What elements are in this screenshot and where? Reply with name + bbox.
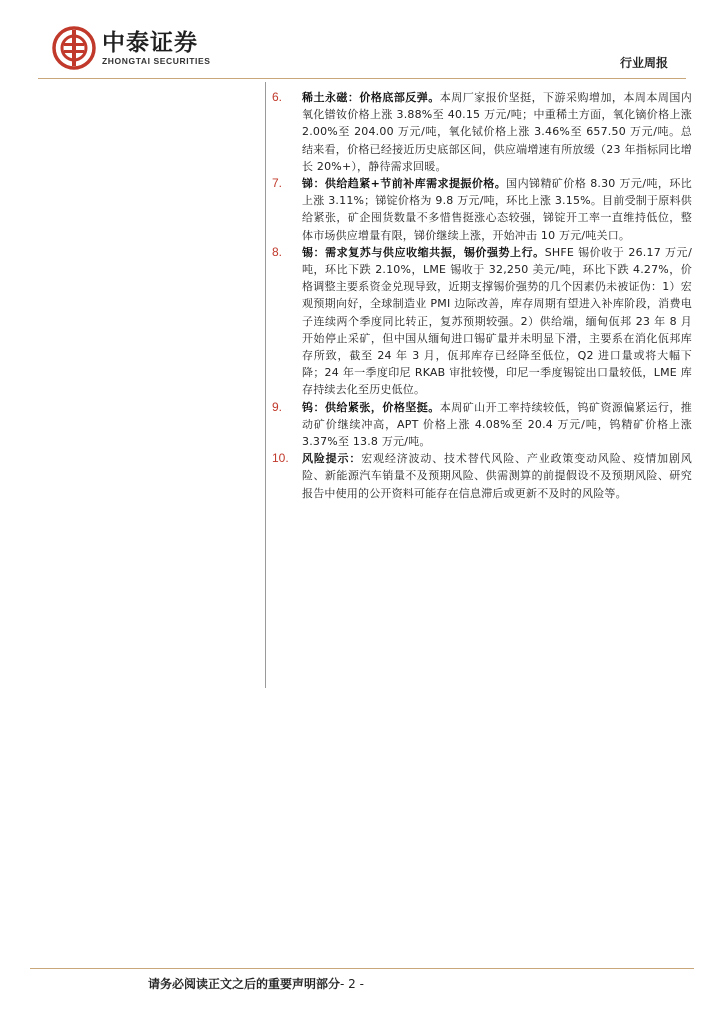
brand-logo — [52, 26, 211, 70]
list-item — [272, 450, 692, 502]
list-item — [272, 399, 692, 451]
report-type-label: 行业周报 — [619, 56, 668, 70]
page-footer — [148, 975, 364, 992]
item-title: 锡：需求复苏与供应收缩共振，锡价强势上行。 — [302, 245, 545, 259]
item-number: 8. — [272, 244, 283, 259]
item-title: 风险提示： — [302, 452, 362, 466]
list-item — [272, 244, 692, 399]
list-item — [272, 89, 692, 175]
item-body — [302, 175, 692, 244]
list-item — [272, 175, 692, 244]
disclaimer-text: 请务必阅读正文之后的重要声明部分 — [148, 977, 341, 991]
header-divider — [38, 78, 686, 79]
page-header — [0, 0, 724, 82]
item-body — [302, 450, 692, 502]
page-number: - 2 - — [340, 977, 364, 991]
footer-divider — [30, 968, 694, 969]
item-number: 7. — [272, 176, 283, 191]
item-text: 本周矿山开工率持续较低，钨矿资源偏紧运行，推动矿价继续冲高，APT 价格上涨 4.08%至 20.4 万元/吨，钨精矿价格上涨 3.37%至 13.8 万元/吨。 — [302, 400, 692, 449]
item-number: 10. — [272, 451, 289, 466]
item-body — [302, 244, 692, 399]
item-title: 钨：供给紧张，价格坚挺。 — [302, 400, 440, 414]
zhongtai-logo-icon — [52, 26, 96, 70]
item-body — [302, 399, 692, 451]
item-title: 锑：供给趋紧+节前补库需求提振价格。 — [302, 177, 507, 191]
brand-name-en: ZHONGTAI SECURITIES — [102, 55, 211, 66]
left-margin-rule — [265, 82, 266, 688]
item-text: 国内锑精矿价格 8.30 万元/吨，环比上涨 3.11%；锑锭价格为 9.8 万元/吨，环比上涨 3.15%。目前受制于原料供给紧张，矿企囤货数量不多惜售挺涨心态较强，锑锭开工率一直维持低位，整体市场供应增量有限，锑价继续上涨，开始冲击 10 万元/吨关口。 — [302, 177, 692, 242]
item-number: 6. — [272, 90, 283, 104]
item-text: 本周厂家报价坚挺，下游采购增加，本周本周国内氧化镨钕价格上涨 3.88%至 40.15 万元/吨；中重稀土方面，氧化镝价格上涨 2.00%至 204.00 万元/吨，氧化铽价格上涨 3.46%至 657.50 万元/吨。总结来看，价格已经接近历史底部区间，供应端增速有所放缓（23 年指标同比增长 20%+），静待需求回暖。 — [302, 91, 692, 173]
item-body — [302, 89, 692, 175]
report-content — [272, 89, 692, 502]
item-text: SHFE 锡价收于 26.17 万元/吨，环比下跌 2.10%，LME 锡收于 32,250 美元/吨，环比下跌 4.27%，价格调整主要系资金兑现导致，近期支撑锡价强势的几个因素仍未被证伪：1）宏观预期向好，全球制造业 PMI 边际改善，库存周期有望进入补库阶段，消费电子连续两个季度同比转正，复苏预期较强。2）供给端，缅甸佤邦 23 年 8 月开始停止采矿，但中国从缅甸进口锡矿量并未明显下滑，主要系在消化佤邦库存所致，截至 24 年 3 月，佤邦库存已经降至低位，Q2 进口量或将大幅下降；24 年一季度印尼 RKAB 审批较慢，印尼一季度锡锭出口量较低，LME 库存持续去化至历史低位。 — [302, 245, 692, 397]
item-text: 宏观经济波动、技术替代风险、产业政策变动风险、疫情加剧风险、新能源汽车销量不及预期风险、供需测算的前提假设不及预期风险、研究报告中使用的公开资料可能存在信息滞后或更新不及时的风险等。 — [302, 452, 692, 500]
item-number: 9. — [272, 399, 283, 414]
brand-name-cn: 中泰证券 — [102, 29, 198, 56]
item-title: 稀土永磁：价格底部反弹。 — [302, 91, 440, 104]
